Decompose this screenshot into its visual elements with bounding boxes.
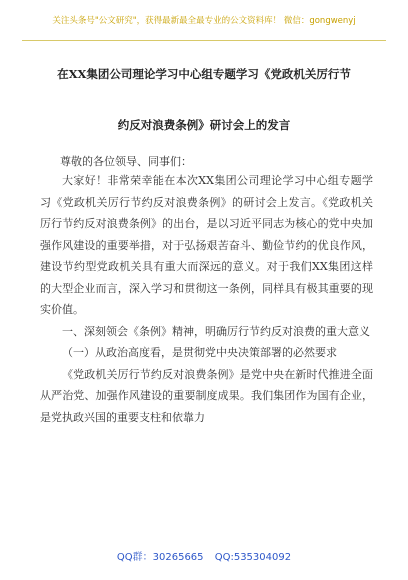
document-body — [40, 170, 373, 428]
footer-qq-group: QQ群：30265665 — [116, 552, 204, 563]
paragraph-intro: 大家好！非常荣幸能在本次XX集团公司理论学习中心组专题学习《党政机关厉行节约反对浪费条例》的研讨会上发言。《党政机关厉行节约反对浪费条例》的出台，是以习近平同志为核心的党中央加强作风建设的重要举措，对于弘扬艰苦奋斗、勤俭节约的优良作风，建设节约型党政机关具有重大而深远的意义。对于我们XX集团这样的大型企业而言，深入学习和贯彻这一条例，同样具有极其重要的现实价值。 — [40, 174, 373, 316]
document-title-line-2: 约反对浪费条例》研讨会上的发言 — [117, 118, 291, 132]
footer-qq: QQ:535304092 — [214, 552, 292, 563]
header-banner — [22, 16, 386, 41]
document-title-line-1: 在XX集团公司理论学习中心组专题学习《党政机关厉行节 — [57, 67, 351, 81]
subsection-heading: （一）从政治高度看，是贯彻党中央决策部署的必然要求 — [62, 346, 337, 359]
section-heading: 一、深刻领会《条例》精神，明确厉行节约反对浪费的重大意义 — [62, 324, 370, 338]
banner-text: 关注头条号"公文研究"，获得最新最全最专业的公文资料库！ 微信：gongwenyj — [52, 16, 356, 26]
salutation: 尊敬的各位领导、同事们： — [60, 155, 192, 168]
footer-contact — [0, 548, 408, 563]
paragraph-body: 《党政机关厉行节约反对浪费条例》是党中央在新时代推进全面从严治党、加强作风建设的重要制度成果。我们集团作为国有企业，是党执政兴国的重要支柱和依靠力 — [40, 367, 373, 424]
